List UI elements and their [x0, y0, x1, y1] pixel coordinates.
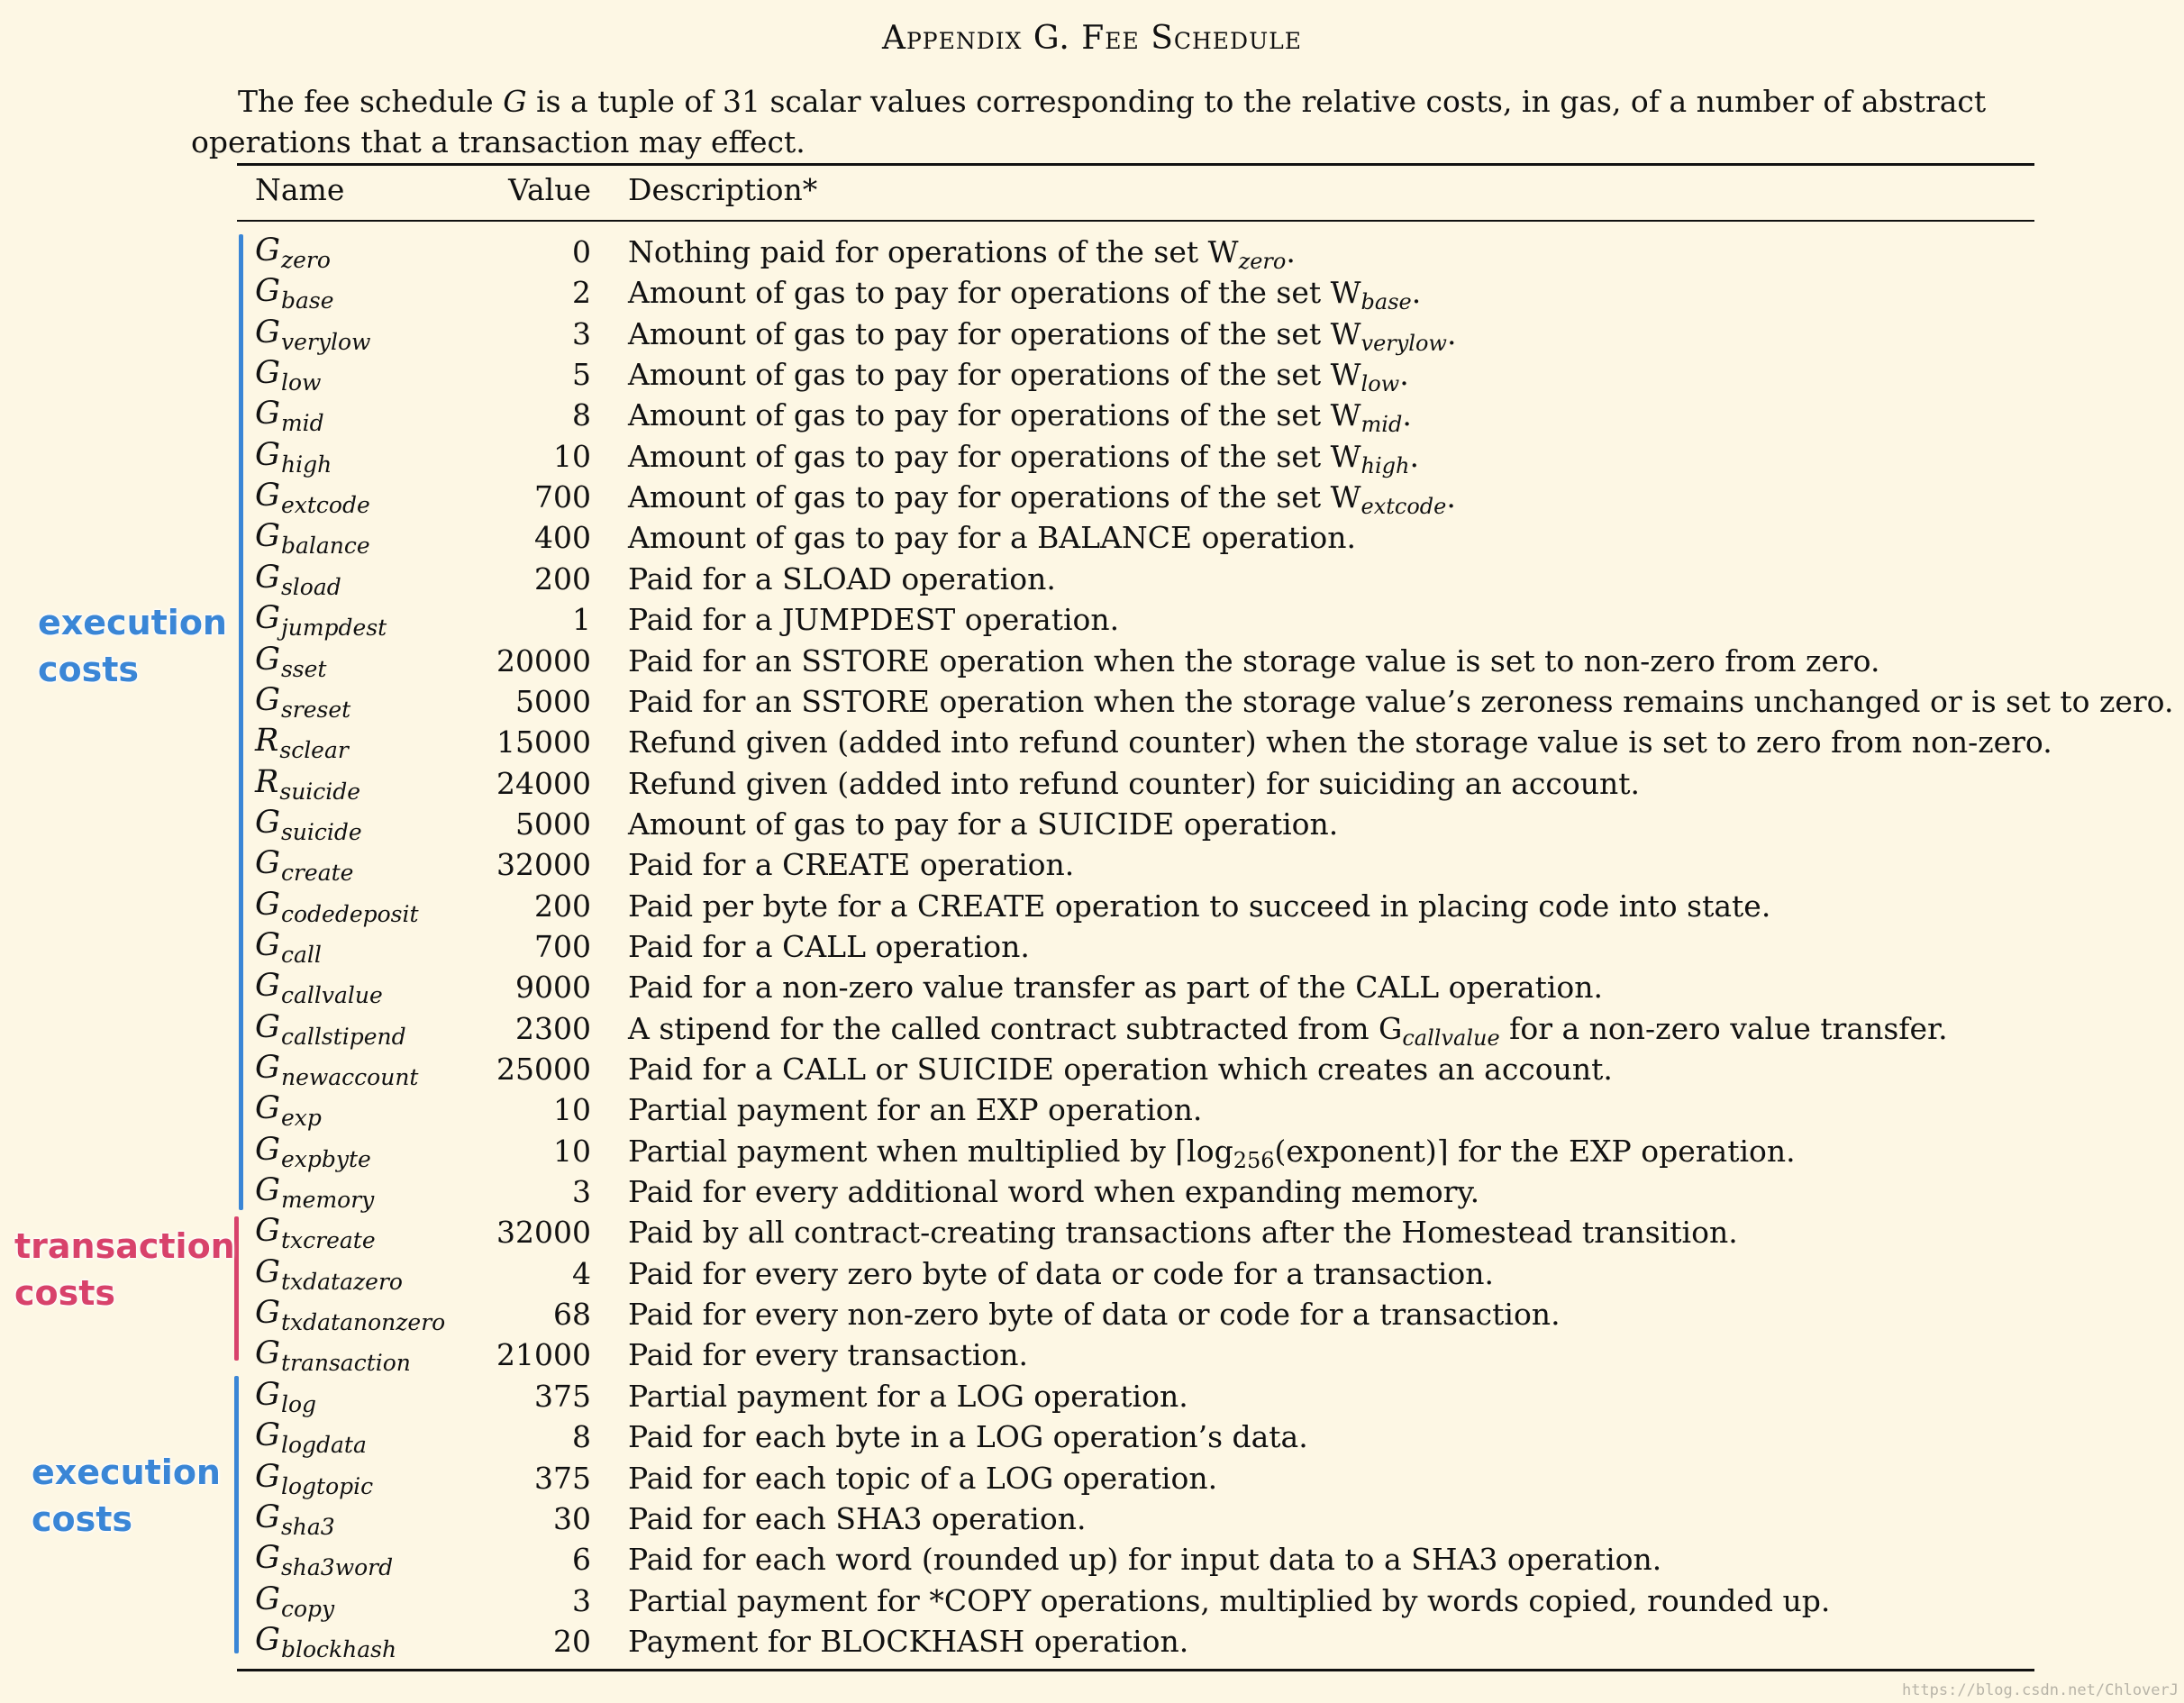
fee-description-text: Paid per byte for a CREATE operation to succeed in placing code into state.	[628, 888, 1771, 924]
table-row	[0, 1580, 2184, 1620]
fee-description-text: Payment for BLOCKHASH operation.	[628, 1623, 1189, 1659]
fee-value: 2300	[515, 1010, 591, 1046]
fee-name	[255, 641, 327, 682]
fee-symbol: G	[255, 436, 280, 473]
table-row	[0, 476, 2184, 520]
header-name: Name	[255, 172, 345, 207]
fee-symbol: G	[255, 845, 280, 882]
fee-description	[628, 397, 1412, 438]
fee-symbol: G	[255, 1131, 280, 1168]
fee-subscript: codedeposit	[280, 900, 419, 927]
table-row	[0, 803, 2184, 843]
fee-description	[628, 806, 1338, 842]
fee-value: 4	[572, 1255, 591, 1291]
fee-description-tail: .	[1399, 357, 1409, 393]
fee-subscript: extcode	[280, 492, 370, 519]
fee-name	[255, 436, 332, 478]
table-row	[0, 353, 2184, 397]
fee-subscript: callstipend	[280, 1023, 406, 1050]
fee-value: 10	[553, 1133, 591, 1169]
fee-name	[255, 1253, 403, 1295]
fee-subscript: transaction	[280, 1350, 411, 1377]
fee-description	[628, 1337, 1028, 1372]
fee-description-text: Refund given (added into refund counter) for suiciding an account.	[628, 765, 1640, 801]
fee-symbol: G	[255, 396, 280, 433]
fee-symbol: G	[255, 1213, 280, 1250]
fee-subscript: txdatanonzero	[280, 1309, 446, 1336]
fee-name	[255, 355, 322, 396]
fee-description-tail: .	[1446, 315, 1457, 351]
fee-symbol: G	[255, 273, 280, 310]
fee-subscript: callvalue	[280, 982, 383, 1009]
fee-symbol: G	[255, 1172, 280, 1209]
fee-description	[628, 847, 1074, 882]
fee-symbol: G	[255, 1498, 280, 1535]
fee-description-tail: .	[1409, 438, 1419, 474]
fee-value: 8	[572, 397, 591, 433]
fee-name	[255, 723, 349, 764]
table-row	[0, 1211, 2184, 1252]
fee-subscript: create	[280, 860, 354, 887]
fee-symbol: G	[255, 1458, 280, 1495]
fee-subscript: sreset	[280, 696, 351, 723]
fee-name	[255, 763, 361, 805]
fee-description	[628, 970, 1603, 1005]
fee-description	[628, 1256, 1494, 1291]
table-row	[0, 721, 2184, 764]
fee-name	[255, 1458, 374, 1499]
fee-description-subscript: mid	[1360, 412, 1403, 438]
fee-value: 32000	[496, 1215, 591, 1251]
table-row	[0, 1130, 2184, 1173]
fee-description	[628, 1133, 1796, 1173]
fee-description-text: Partial payment when multiplied by ⌈log	[628, 1133, 1233, 1169]
fee-subscript: blockhash	[280, 1635, 397, 1662]
fee-value: 21000	[496, 1337, 591, 1373]
fee-description-text: Paid for a CREATE operation.	[628, 847, 1075, 883]
table-row	[0, 394, 2184, 438]
fee-description-text: Paid for each SHA3 operation.	[628, 1500, 1087, 1536]
fee-value: 375	[534, 1460, 591, 1496]
fee-description	[628, 234, 1296, 274]
group-label-line2: costs	[38, 650, 140, 689]
fee-name	[255, 968, 383, 1009]
fee-description-subscript: verylow	[1360, 330, 1447, 356]
fee-name	[255, 886, 419, 927]
fee-subscript: sha3	[280, 1513, 335, 1540]
table-row	[0, 1252, 2184, 1293]
table-row	[0, 1007, 2184, 1051]
fee-description	[628, 357, 1409, 397]
fee-name	[255, 1540, 394, 1581]
fee-subscript: base	[280, 287, 334, 314]
table-row	[0, 1538, 2184, 1579]
fee-symbol: G	[255, 1335, 280, 1372]
fee-description-subscript: 256	[1233, 1147, 1275, 1173]
fee-value: 20	[553, 1623, 591, 1659]
fee-description-subscript: low	[1360, 371, 1400, 397]
table-row	[0, 1620, 2184, 1661]
fee-value: 10	[553, 438, 591, 474]
fee-description-tail: .	[1286, 234, 1296, 269]
fee-value: 3	[572, 1582, 591, 1618]
fee-description-subscript: base	[1360, 289, 1412, 315]
group-label-transaction	[14, 1223, 235, 1316]
fee-symbol: G	[255, 641, 280, 678]
fee-name	[255, 1131, 371, 1172]
group-label-line2: costs	[32, 1499, 133, 1539]
fee-symbol: G	[255, 355, 280, 392]
fee-subscript: low	[280, 369, 322, 396]
fee-description	[628, 1215, 1738, 1250]
fee-description-tail: .	[1446, 479, 1456, 515]
fee-description-tail: for a non-zero value transfer.	[1499, 1010, 1948, 1046]
fee-subscript: memory	[280, 1187, 375, 1214]
fee-description-text: Paid for every additional word when expanding memory.	[628, 1174, 1480, 1210]
fee-name	[255, 1417, 367, 1459]
fee-symbol: G	[255, 518, 280, 555]
fee-symbol: R	[255, 763, 279, 800]
fee-symbol: G	[255, 1253, 280, 1290]
fee-symbol: G	[255, 1376, 280, 1413]
fee-description-text: Amount of gas to pay for a BALANCE operation.	[628, 520, 1357, 556]
fee-subscript: balance	[280, 533, 370, 560]
fee-description	[628, 1174, 1479, 1209]
fee-symbol: G	[255, 232, 280, 269]
table-row	[0, 231, 2184, 274]
fee-symbol: G	[255, 1580, 280, 1617]
table-row	[0, 1170, 2184, 1214]
fee-description	[628, 724, 2052, 760]
fee-description	[628, 766, 1640, 801]
fee-description-text: A stipend for the called contract subtracted from G	[628, 1010, 1403, 1046]
fee-description-subscript: callvalue	[1402, 1025, 1500, 1051]
table-row	[0, 1048, 2184, 1088]
fee-value: 9000	[515, 970, 591, 1006]
header-value: Value	[508, 172, 591, 207]
fee-description	[628, 1624, 1188, 1659]
fee-symbol: G	[255, 1621, 280, 1658]
fee-description-text: Nothing paid for operations of the set W	[628, 234, 1239, 269]
fee-name	[255, 1008, 406, 1050]
fee-name	[255, 273, 334, 314]
fee-symbol: G	[255, 1540, 280, 1577]
fee-name	[255, 1335, 411, 1377]
fee-name	[255, 1621, 397, 1662]
fee-subscript: newaccount	[280, 1064, 419, 1090]
fee-value: 400	[534, 520, 591, 556]
fee-name	[255, 1090, 322, 1132]
fee-value: 3	[572, 1174, 591, 1210]
table-header-rule	[237, 220, 2034, 222]
fee-name	[255, 1498, 335, 1540]
fee-value: 1	[572, 602, 591, 638]
fee-name	[255, 1295, 446, 1336]
table-row	[0, 640, 2184, 680]
fee-description	[628, 1501, 1086, 1536]
group-label-execution-1	[38, 599, 227, 693]
fee-description-text: Paid for every transaction.	[628, 1337, 1029, 1373]
intro-paragraph	[191, 81, 2038, 162]
fee-subscript: verylow	[280, 328, 371, 355]
fee-subscript: sclear	[279, 737, 349, 764]
intro-pre: The fee schedule	[238, 84, 504, 119]
table-row	[0, 435, 2184, 476]
fee-symbol: G	[255, 1090, 280, 1127]
fee-name	[255, 1376, 317, 1417]
table-row	[0, 558, 2184, 598]
table-row	[0, 843, 2184, 887]
fee-subscript: copy	[280, 1595, 335, 1622]
fee-name	[255, 804, 362, 845]
fee-subscript: exp	[280, 1105, 322, 1132]
fee-value: 68	[553, 1297, 591, 1333]
fee-name	[255, 478, 370, 519]
fee-description-subscript: zero	[1238, 249, 1287, 274]
fee-value: 25000	[496, 1052, 591, 1087]
fee-value: 15000	[496, 724, 591, 760]
fee-symbol: G	[255, 600, 280, 637]
fee-subscript: sha3word	[280, 1554, 394, 1581]
fee-symbol: G	[255, 478, 280, 515]
table-row	[0, 925, 2184, 966]
fee-name	[255, 926, 322, 968]
fee-value: 5000	[515, 683, 591, 719]
fee-symbol: G	[255, 926, 280, 963]
fee-symbol: R	[255, 723, 279, 760]
fee-name	[255, 518, 370, 560]
fee-description	[628, 438, 1419, 478]
fee-value: 30	[553, 1500, 591, 1536]
table-row	[0, 271, 2184, 315]
fee-symbol: G	[255, 1295, 280, 1332]
fee-description-text: Refund given (added into refund counter) when the storage value is set to zero from non-zero.	[628, 724, 2052, 760]
fee-description-text: Paid for every non-zero byte of data or code for a transaction.	[628, 1297, 1561, 1333]
fee-description-text: Amount of gas to pay for a SUICIDE operation.	[628, 806, 1339, 842]
fee-description	[628, 1419, 1308, 1454]
table-row	[0, 1416, 2184, 1459]
table-row	[0, 1457, 2184, 1498]
fee-description	[628, 561, 1056, 597]
fee-value: 0	[572, 234, 591, 269]
table-row	[0, 680, 2184, 721]
fee-name	[255, 559, 341, 600]
fee-subscript: logdata	[280, 1432, 367, 1459]
group-bar-execution-2	[234, 1376, 239, 1653]
fee-description-text: Paid for a non-zero value transfer as part of the CALL operation.	[628, 970, 1604, 1006]
fee-description-text: Amount of gas to pay for operations of the set W	[628, 315, 1361, 351]
fee-description	[628, 1461, 1217, 1496]
group-label-line2: costs	[14, 1273, 116, 1313]
fee-value: 24000	[496, 765, 591, 801]
fee-symbol: G	[255, 804, 280, 841]
fee-description-subscript: high	[1360, 452, 1410, 478]
fee-symbol: G	[255, 681, 280, 718]
fee-subscript: high	[280, 451, 332, 478]
fee-description-text: Paid for every zero byte of data or code for a transaction.	[628, 1255, 1495, 1291]
fee-description-text: Amount of gas to pay for operations of the set W	[628, 479, 1361, 515]
fee-name	[255, 1050, 419, 1090]
table-row	[0, 598, 2184, 642]
fee-description	[628, 520, 1356, 555]
fee-description	[628, 275, 1422, 315]
fee-symbol: G	[255, 1008, 280, 1045]
fee-name	[255, 1172, 375, 1214]
fee-description-text: Paid for an SSTORE operation when the storage value’s zeroness remains unchanged or is set to zero.	[628, 683, 2174, 719]
fee-description	[628, 1297, 1561, 1332]
fee-value: 5	[572, 357, 591, 393]
fee-symbol: G	[255, 314, 280, 351]
fee-description-text: Partial payment for a LOG operation.	[628, 1378, 1188, 1414]
fee-description-text: Paid for a CALL operation.	[628, 928, 1030, 964]
fee-description	[628, 684, 2173, 719]
table-row	[0, 1375, 2184, 1416]
table-bottom-rule	[237, 1669, 2034, 1671]
fee-name	[255, 314, 371, 355]
intro-post: is a tuple of 31 scalar values corresponding to the relative costs, in gas, of a number of abstract operations that a transaction may effect.	[191, 84, 1987, 159]
fee-description	[628, 1010, 1948, 1051]
fee-symbol: G	[255, 968, 280, 1005]
fee-value: 200	[534, 888, 591, 924]
fee-subscript: sset	[280, 655, 327, 682]
fee-description	[628, 1542, 1661, 1577]
fee-subscript: suicide	[279, 778, 361, 805]
intro-symbol: G	[503, 84, 527, 119]
fee-name	[255, 1580, 335, 1622]
group-label-line1: execution	[32, 1453, 221, 1492]
fee-description	[628, 479, 1456, 520]
fee-description	[628, 1092, 1202, 1127]
fee-description-text: Paid for each word (rounded up) for input data to a SHA3 operation.	[628, 1542, 1662, 1578]
fee-value: 200	[534, 560, 591, 597]
fee-description-text: Paid for a JUMPDEST operation.	[628, 602, 1120, 638]
table-row	[0, 313, 2184, 356]
fee-value: 3	[572, 315, 591, 351]
fee-description-text: Paid for each topic of a LOG operation.	[628, 1460, 1218, 1496]
fee-value: 5000	[515, 806, 591, 842]
fee-subscript: suicide	[280, 818, 362, 845]
table-row	[0, 516, 2184, 560]
group-label-execution-2	[32, 1449, 221, 1543]
table-top-rule	[237, 163, 2034, 166]
fee-name	[255, 681, 351, 723]
table-row	[0, 1334, 2184, 1377]
table-row	[0, 762, 2184, 803]
table-row	[0, 966, 2184, 1009]
fee-subscript: log	[280, 1390, 317, 1417]
group-label-line1: transaction	[14, 1226, 235, 1266]
fee-name	[255, 232, 331, 273]
fee-description	[628, 602, 1119, 637]
fee-description-tail: .	[1402, 397, 1412, 433]
page-title: Appendix G. Fee Schedule	[881, 20, 1302, 57]
fee-description-text: Partial payment for *COPY operations, multiplied by words copied, rounded up.	[628, 1582, 1831, 1618]
fee-description-tail: .	[1411, 275, 1422, 311]
table-row	[0, 1498, 2184, 1538]
fee-symbol: G	[255, 1417, 280, 1454]
fee-description	[628, 888, 1770, 924]
fee-description-text: Amount of gas to pay for operations of the set W	[628, 357, 1361, 393]
fee-subscript: call	[280, 941, 322, 968]
fee-subscript: mid	[280, 410, 324, 437]
fee-subscript: sload	[280, 573, 341, 600]
fee-symbol: G	[255, 886, 280, 923]
fee-symbol: G	[255, 1050, 280, 1086]
fee-subscript: jumpdest	[280, 615, 387, 642]
fee-subscript: txcreate	[280, 1227, 376, 1254]
fee-description-text: Amount of gas to pay for operations of the set W	[628, 438, 1361, 474]
fee-value: 375	[534, 1378, 591, 1414]
fee-value: 20000	[496, 642, 591, 678]
fee-description-tail: (exponent)⌉ for the EXP operation.	[1274, 1133, 1796, 1169]
fee-name	[255, 600, 387, 642]
table-row	[0, 1088, 2184, 1132]
fee-subscript: txdatazero	[280, 1268, 403, 1295]
fee-description-text: Paid for a CALL or SUICIDE operation which creates an account.	[628, 1052, 1613, 1087]
fee-description-text: Paid for an SSTORE operation when the storage value is set to non-zero from zero.	[628, 642, 1880, 678]
table-row	[0, 1293, 2184, 1334]
fee-description	[628, 1583, 1830, 1618]
fee-description-text: Amount of gas to pay for operations of the set W	[628, 275, 1361, 311]
fee-symbol: G	[255, 559, 280, 596]
table-row	[0, 885, 2184, 925]
fee-description	[628, 1379, 1188, 1414]
fee-value: 700	[534, 479, 591, 515]
fee-description	[628, 1052, 1613, 1087]
fee-value: 6	[572, 1542, 591, 1578]
fee-description	[628, 315, 1457, 356]
fee-name	[255, 845, 354, 887]
fee-name	[255, 1213, 376, 1254]
fee-description-text: Paid by all contract-creating transactions after the Homestead transition.	[628, 1215, 1738, 1251]
fee-value: 32000	[496, 847, 591, 883]
watermark: https://blog.csdn.net/ChloverJ	[1901, 1681, 2179, 1699]
fee-value: 700	[534, 928, 591, 964]
fee-name	[255, 396, 324, 437]
fee-description	[628, 643, 1879, 678]
fee-subscript: expbyte	[280, 1145, 371, 1172]
fee-value: 8	[572, 1419, 591, 1455]
fee-value: 2	[572, 275, 591, 311]
fee-description-text: Amount of gas to pay for operations of the set W	[628, 397, 1361, 433]
fee-description-text: Partial payment for an EXP operation.	[628, 1092, 1203, 1128]
fee-subscript: logtopic	[280, 1472, 374, 1499]
group-label-line1: execution	[38, 603, 227, 642]
fee-description-text: Paid for a SLOAD operation.	[628, 560, 1056, 597]
group-bar-execution-1	[239, 234, 243, 1210]
fee-description-subscript: extcode	[1360, 494, 1447, 520]
fee-description	[628, 929, 1030, 964]
header-description: Description*	[628, 172, 818, 207]
fee-description-text: Paid for each byte in a LOG operation’s data.	[628, 1419, 1308, 1455]
fee-subscript: zero	[280, 247, 331, 273]
fee-value: 10	[553, 1092, 591, 1128]
